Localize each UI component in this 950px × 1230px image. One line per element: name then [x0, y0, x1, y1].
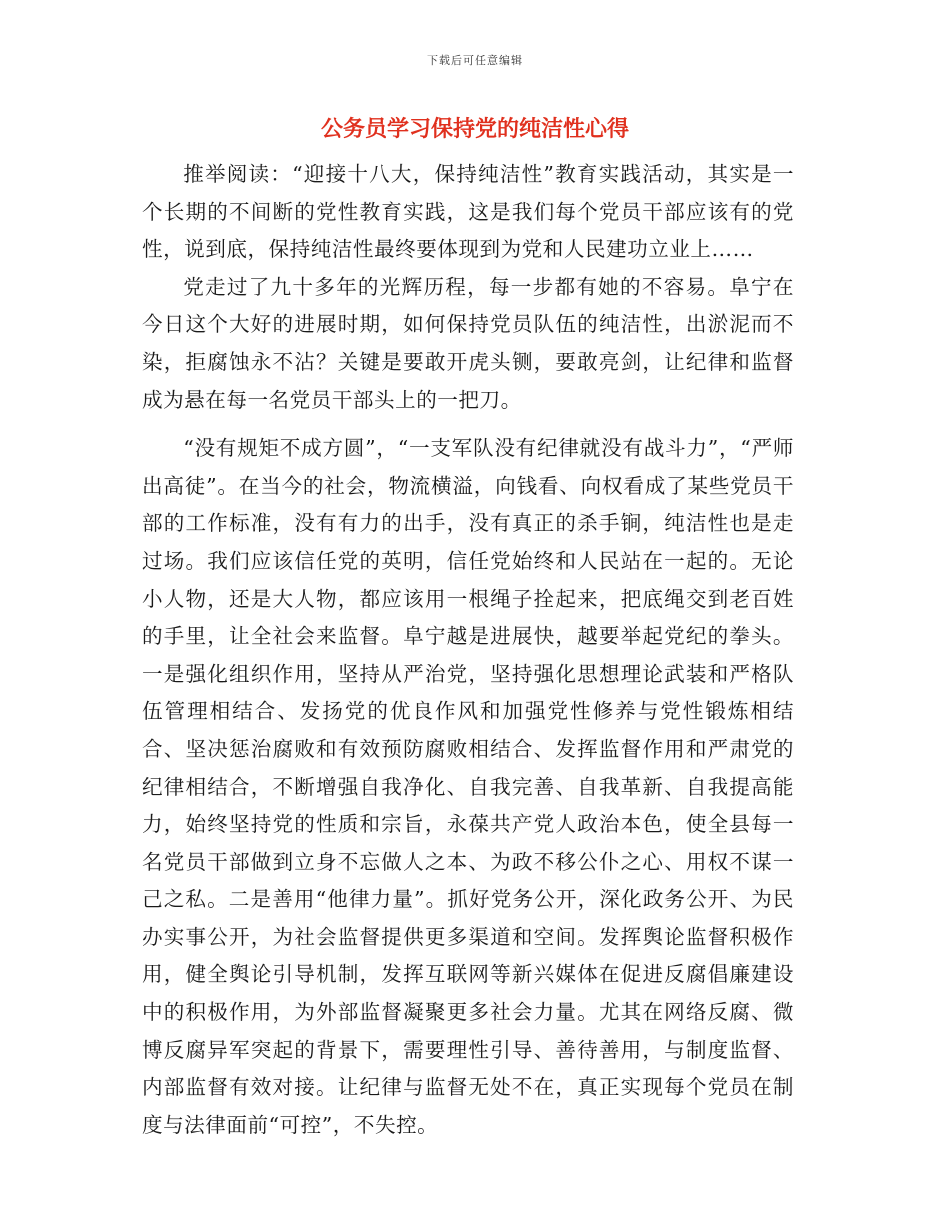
document-title: 公务员学习保持党的纯洁性心得 — [320, 117, 629, 142]
paragraph-discipline-supervision: “没有规矩不成方圆”，“一支军队没有纪律就没有战斗力”，“严师出高徒”。在当今的社会，物流横溢，向钱看、向权看成了某些党员干部的工作标准，没有有力的出手，没有真正的杀手锏，纯洁性也是走过场。我们应该信任党的英明，信任党始终和人民站在一起的。无论小人物，还是大人物，都应该用一根绳子拴起来，把底绳交到老百姓的手里，让全社会来监督。阜宁越是进展快，越要举起党纪的拳头。一是强化组织作用，坚持从严治党，坚持强化思想理论武装和严格队伍管理相结合、发扬党的优良作风和加强党性修养与党性锻炼相结合、坚决惩治腐败和有效预防腐败相结合、发挥监督作用和严肃党的纪律相结合，不断增强自我净化、自我完善、自我革新、自我提高能力，始终坚持党的性质和宗旨，永葆共产党人政治本色，使全县每一名党员干部做到立身不忘做人之本、为政不移公仆之心、用权不谋一己之私。二是善用“他律力量”。抓好党务公开，深化政务公开、为民办实事公开，为社会监督提供更多渠道和空间。发挥舆论监督积极作用，健全舆论引导机制，发挥互联网等新兴媒体在促进反腐倡廉建设中的积极作用，为外部监督凝聚更多社会力量。尤其在网络反腐、微博反腐异军突起的背景下，需要理性引导、善待善用，与制度监督、内部监督有效对接。让纪律与监督无处不在，真正实现每个党员在制度与法律面前“可控”，不失控。 — [142, 436, 794, 1137]
paragraph-recommended-reading: 推举阅读：“迎接十八大，保持纯洁性”教育实践活动，其实是一个长期的不间断的党性教育实践，这是我们每个党员干部应该有的党性，说到底，保持纯洁性最终要体现到为党和人民建功立业上…… — [142, 162, 794, 262]
paragraph-party-history: 党走过了九十多年的光辉历程，每一步都有她的不容易。阜宁在今日这个大好的进展时期，如何保持党员队伍的纯洁性，出淤泥而不染，拒腐蚀永不沾？关键是要敢开虎头铡，要敢亮剑，让纪律和监督成为悬在每一名党员干部头上的一把刀。 — [142, 274, 794, 412]
document-body — [142, 156, 794, 1144]
header-note: 下载后可任意编辑 — [427, 54, 523, 67]
